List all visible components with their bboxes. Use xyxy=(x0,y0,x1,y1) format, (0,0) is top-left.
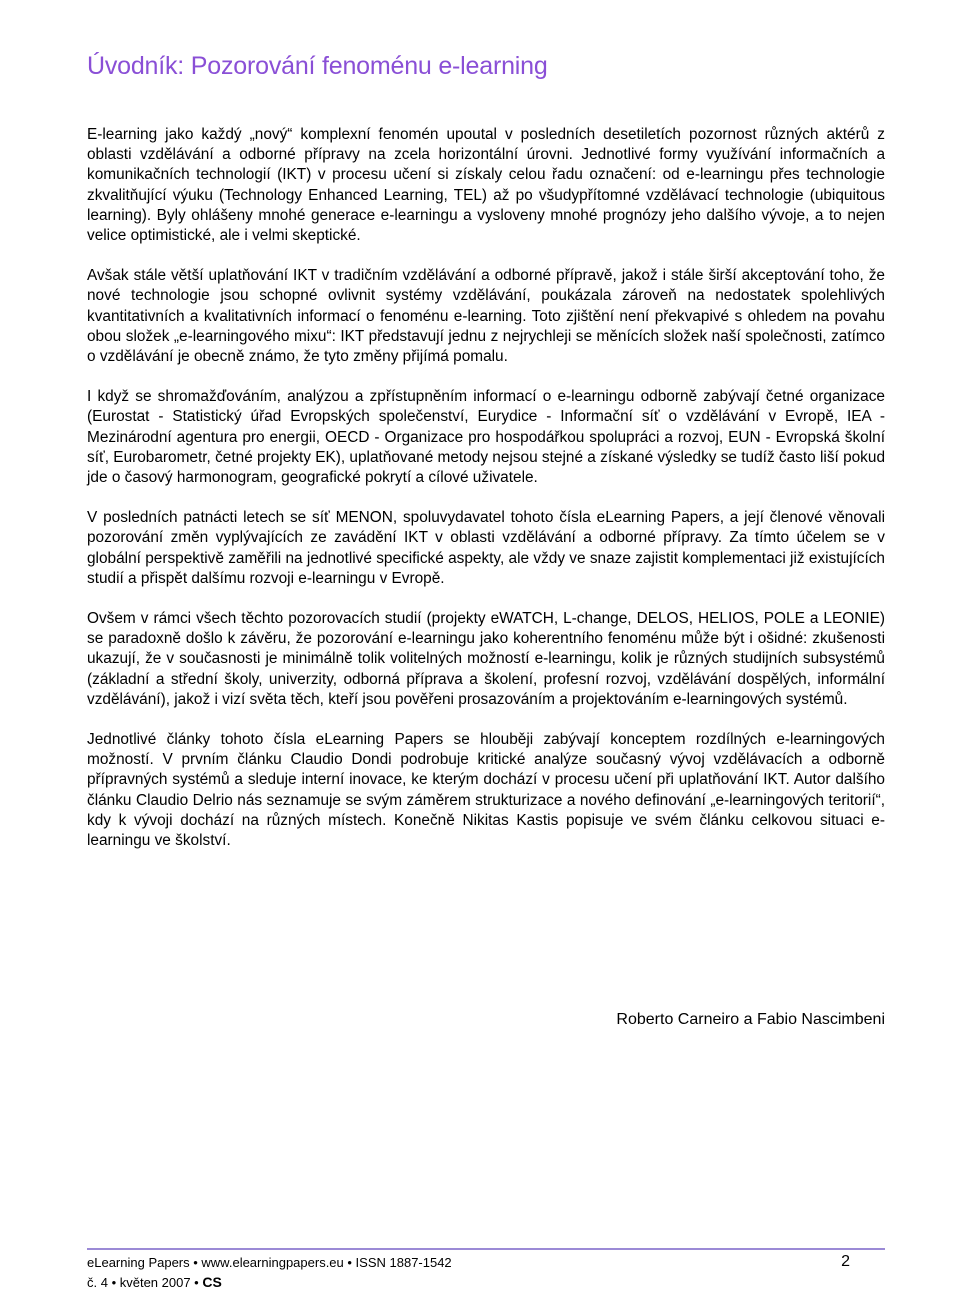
footer-publication: eLearning Papers • www.elearningpapers.eu • ISSN 1887-1542 xyxy=(87,1255,452,1270)
paragraph-6: Jednotlivé články tohoto čísla eLearning Papers se hlouběji zabývají konceptem rozdílných e-learningových možností. V prvním článku Claudio Dondi podrobuje kritické analýze současný vývoj vzdělávacích a odborně přípravných systémů a sleduje interní inovace, ke kterým dochází v procesu učení při uplatňování IKT. Autor dalšího článku Claudio Delrio nás seznamuje se svým záměrem strukturizace a nového definování „e-learningových teritorií“, kdy k vývoji dochází na různých místech. Konečně Nikitas Kastis popisuje ve svém článku celkovou situaci e-learningu ve školství. xyxy=(87,731,885,850)
page-title: Úvodník: Pozorování fenoménu e-learning xyxy=(87,52,548,80)
footer-issue: č. 4 • květen 2007 • xyxy=(87,1275,199,1290)
paragraph-3: I když se shromažďováním, analýzou a zpřístupněním informací o e-learningu odborně zabývají četné organizace (Eurostat - Statistický úřad Evropských společenství, Eurydice - Informační síť o vzdělávání v Evropě, IEA - Mezinárodní agentura pro energii, OECD - Organizace pro hospodářkou spolupráci a rozvoj, EUN - Evropská školní síť, Eurobarometr, četné projekty EK), uplatňované metody nejsou stejné a získané výsledky se tudíž často liší pokud jde o časový harmonogram, geografické pokrytí a cílové uživatele. xyxy=(87,388,885,487)
page-number: 2 xyxy=(841,1253,850,1270)
paragraph-5: Ovšem v rámci všech těchto pozorovacích studií (projekty eWATCH, L-change, DELOS, HELIOS, POLE a LEONIE) se paradoxně došlo k závěru, že pozorování e-learningu jako koherentního fenoménu může být i ošidné: zkušenosti ukazují, že v současnosti je minimálně tolik volitelných možností e-learningu, kolik je různých studijních subsystémů (základní a střední školy, univerzity, odborná příprava a školení, profesní rozvoj, vzdělávání dospělých, informální vzdělávání), jakož i vizí světa těch, kteří jsou pověřeni prosazováním a projektováním e-learningových systémů. xyxy=(87,610,885,708)
footer-rule xyxy=(87,1248,885,1250)
paragraph-4: V posledních patnácti letech se síť MENON, spoluvydavatel tohoto čísla eLearning Papers, a její členové věnovali pozorování změn vyplývajících ze zavádění IKT v oblasti vzdělávání a odborné přípravy. Za tímto účelem se v globální perspektivě zaměřili na jednotlivé specifické aspekty, ale vždy ve snaze zajistit komplementaci již existujících studií a přispět dalšímu rozvoji e-learningu v Evropě. xyxy=(87,509,885,587)
footer-issue-line xyxy=(87,1274,222,1290)
author-signature: Roberto Carneiro a Fabio Nascimbeni xyxy=(616,1011,885,1028)
paragraph-2: Avšak stále větší uplatňování IKT v tradičním vzdělávání a odborné přípravě, jakož i stále širší akceptování toho, že nové technologie jsou schopné ovlivnit systémy vzdělávání, poukázala zároveň na nedostatek spolehlivých kvantitativních a kvalitativních informací o fenoménu e-learning. Toto zjištění není překvapivé s ohledem na povahu obou složek „e-learningového mixu“: IKT představují jednu z nejrychleji se měnících složek naší společnosti, zatímco o vzdělávání je obecně známo, že tyto změny přijímá pomalu. xyxy=(87,267,885,366)
paragraph-1: E-learning jako každý „nový“ komplexní fenomén upoutal v posledních desetiletích pozornost různých aktérů z oblasti vzdělávání a odborné přípravy na zcela horizontální úrovni. Jednotlivé formy využívání informačních a komunikačních technologií (IKT) v procesu učení si získaly celou řadu označení: od e-learningu přes technologie zkvalitňující výuku (Technology Enhanced Learning, TEL) až po všudypřítomné vzdělávací technologie (ubiquitous learning). Byly ohlášeny mnohé generace e-learningu a vysloveny mnohé prognózy jeho dalšího vývoje, a to nejen velice optimistické, ale i velmi skeptické. xyxy=(87,126,885,245)
footer xyxy=(87,1255,850,1271)
footer-language: CS xyxy=(202,1274,222,1290)
article-body xyxy=(87,125,885,871)
